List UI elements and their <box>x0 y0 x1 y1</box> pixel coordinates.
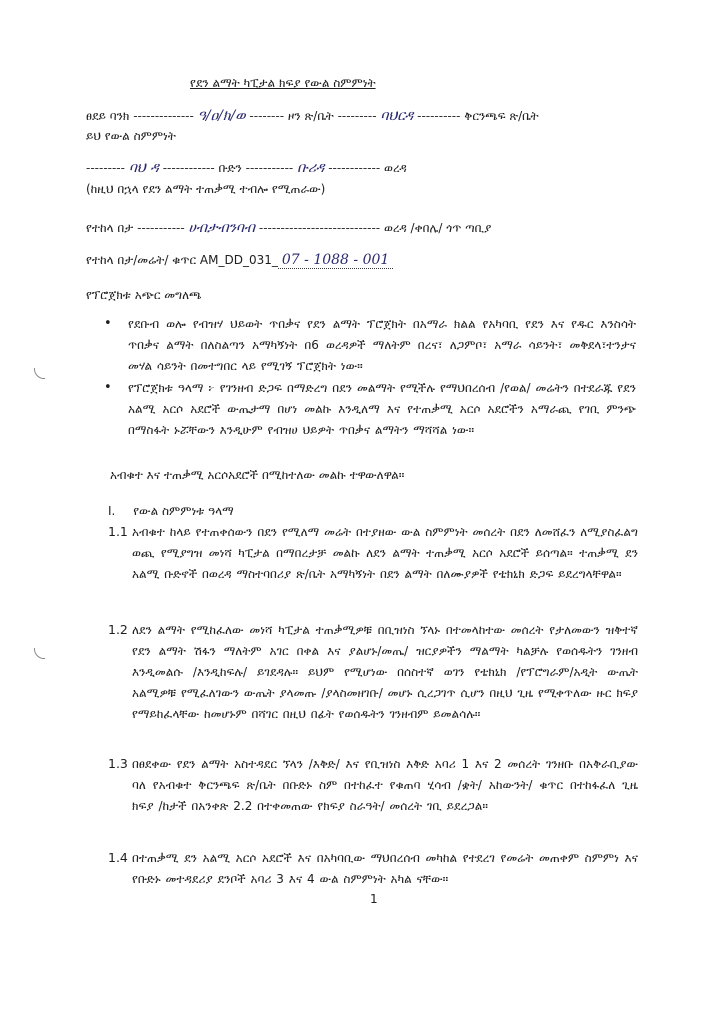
clause-1-4-text: በተጠቃሚ ደን አልሚ አርሶ አደሮች እና በአካባቢው ማህበረሰብ መካከል የተደረገ የመሬት መጠቀም ስምምነ እና የቡድኑ መተዳደሪያ ደንቦች አባሪ 3 እና 4 ውል ስምምነት አካል ናቸው። <box>132 851 638 886</box>
clause-1-3-text: በፀደቀው የደን ልማት አስተዳደር ኘላን /እቅድ/ እና የቢዝነስ እቅድ አባሪ 1 እና 2 መሰረት ገንዘቡ በአቅራቢያው ባለ የአብቁተ ቅርንጫፍ ጽ/ቤት በቡድኑ ስም በተከፈተ የቁጠባ ሂሳብ /ቋት/ አከውንት/ ቁጥር በተከፋፈለ ጊዜ ክፍያ /ከታች በአንቀጽ 2.2 በተቀመጠው የክፍያ ስራዓት/ መሰረት ገቢ ይደረጋል። <box>132 757 638 813</box>
site-number-label: የተከላ በታ/መሬት/ ቁጥር AM_DD_031_ <box>86 253 278 267</box>
field-row-group: --------- ባህ ዳ ------------ ቡድን ----------- ቡሪዳ ------------ ወረዳ <box>86 160 407 176</box>
clause-1-1-number: 1.1 <box>108 524 128 539</box>
woreda-value: ቡሪዳ <box>297 160 325 176</box>
page-number: 1 <box>370 892 378 906</box>
section-1-heading <box>108 504 234 519</box>
beneficiary-note: (ከዚህ በኋላ የደን ልማት ተጠቃሚ ተብሎ የሚጠራው) <box>86 182 326 196</box>
clause-1-4-number: 1.4 <box>108 850 128 865</box>
clause-1-1-text: አብቁተ ከላይ የተጠቀሰውን በደን የሚለማ መሬት በተያዘው ውል ስምምነት መሰረት በደን ለመሸፈን ለሚያስፈልግ ወጪ የሚያግዝ መነሻ ካፒታል በማበረታቻ መልኩ ለደን ልማት ተጠቃሚ አርሶ አደሮች ይሰጣል። ተጠቃሚ ደን አልሚ ቡድኖች በወረዳ ማስተባበሪያ ጽ/ቤት አማካኝነት በደን ልማት በለሙያዎች የቴክኒክ ድጋፍ ይደረግላቸዋል። <box>132 525 638 581</box>
planting-site-label: የተከላ በታ <box>86 221 134 235</box>
scan-mark <box>34 648 45 659</box>
site-location-label: ወረዳ /ቀበሌ/ ጎጥ ጣቢያ <box>383 221 492 235</box>
summary-bullet-2: የፕሮጀክቱ ዓላማ ፦ የገንዘብ ድጋፍ በማድረግ በደን መልማት የሚችሉ የማህበረሰብ /የወል/ መሬትን በተደራጁ የደን አልሚ አርሶ አደሮች ውጤታማ በሆነ መልኩ እንዲለማ እና የተጠቃሚ አርሶ አደሮችን አማራጪ የገቢ ምንጭ በማስፋት ኑሯቸውን እንዲሁም የብዝሀ ህይዎት ጥበቃና ልማትን ማሻሻል ነው። <box>128 381 636 437</box>
planting-site-value: ሀብታብንባብ <box>188 220 256 236</box>
document-title: የደን ልማት ካፒታል ክፍያ የውል ስምምነት <box>190 76 376 90</box>
clause-1-3-number: 1.3 <box>108 756 128 771</box>
clause-1-2-number: 1.2 <box>108 622 128 637</box>
agreement-line: አብቁተ እና ተጠቃሚ አርሶአደሮች በሚከተለው መልኩ ተዋውለዋል። <box>110 468 405 482</box>
bank-value: ዓ/ዐ/ክ/ወ <box>197 108 246 124</box>
summary-heading: የፕሮጀክቱ አጭር መግለጫ <box>86 288 202 302</box>
bullet-dot: • <box>104 380 112 395</box>
site-number-value: 07 - 1088 - 001 <box>278 252 393 269</box>
branch-office-label: ቅርንጫፍ ጽ/ቤት <box>464 109 539 123</box>
field-row-bank: ፀደይ ባንክ -------------- ዓ/ዐ/ክ/ወ -------- ዞን ጽ/ቤት --------- ባህርዳ ---------- ቅርንጫፍ ጽ/ቤት <box>86 108 539 124</box>
field-row-site-number <box>86 252 393 268</box>
group-prefix-value: ባህ ዳ <box>128 160 159 176</box>
bank-label: ፀደይ ባንክ <box>86 109 130 123</box>
zone-office-label: ዞን ጽ/ቤት <box>287 109 334 123</box>
clause-1-2-text: ለደን ልማት የሚከፈለው መነሻ ካፒታል ተጠቃሚዎቹ በቢዝነስ ኘላኑ በተመላከተው መሰረት የታለመውን ዝቅተኛ የደን ልማት ሽፋን ማለትም አገር በቀል እና ያልሆኑ/መጤ/ ዝርያዎችን ማልማት ካልቻሉ የወሰዱትን ገንዘብ እንዲመልሱ /እንዲከፍሉ/ ይገደዳሉ። ይህም የሚሆነው በሰስተኛ ወገን የቴክኒክ /የፕሮግራም/አዲት ውጤት አልሚዎቹ የሚፈለገውን ውጤት ያላመጡ /ያላስመዘገቡ/ መሆኑ ሲረጋገጥ ሲሆን በዚህ ጊዜ የሚቀጥለው ዙር ክፍያ የማይከፈላቸው ከመሆኑም በሻገር በዚህ በፊት የወሰዱትን ገንዘብም ይመልሳሉ። <box>132 623 638 721</box>
bullet-dot: • <box>104 316 112 331</box>
scan-mark <box>34 368 45 379</box>
agreement-intro: ይህ የውል ስምምነት <box>86 129 176 143</box>
section-1-number: I. <box>108 504 116 518</box>
zone-office-value: ባህርዳ <box>380 108 414 124</box>
field-row-site: የተከላ በታ ----------- ሀብታብንባብ ---------------------------- ወረዳ /ቀበሌ/ ጎጥ ጣቢያ <box>86 220 492 236</box>
group-label: ቡድን <box>218 161 242 175</box>
woreda-label: ወረዳ <box>384 161 407 175</box>
summary-bullet-1: የደቡብ ወሎ የብዝሃ ህይወት ጥበቃና የደን ልማት ፕሮጀክት በአማራ ክልል የአካባቢ የደን እና የዱር እንስሳት ጥበቃና ልማት በለስልጣን አማካኝነት በ6 ወረዳዎች ማለትም በረና፣ ለጋምቦ፣ አማራ ሳይንት፣ መቅደላ፣ተንታና መሃል ሳይንት በመተግበር ላይ የሚገኝ ፕሮጀክት ነው። <box>128 317 636 373</box>
section-1-title: የውል ስምምነቱ ዓላማ <box>133 504 234 518</box>
